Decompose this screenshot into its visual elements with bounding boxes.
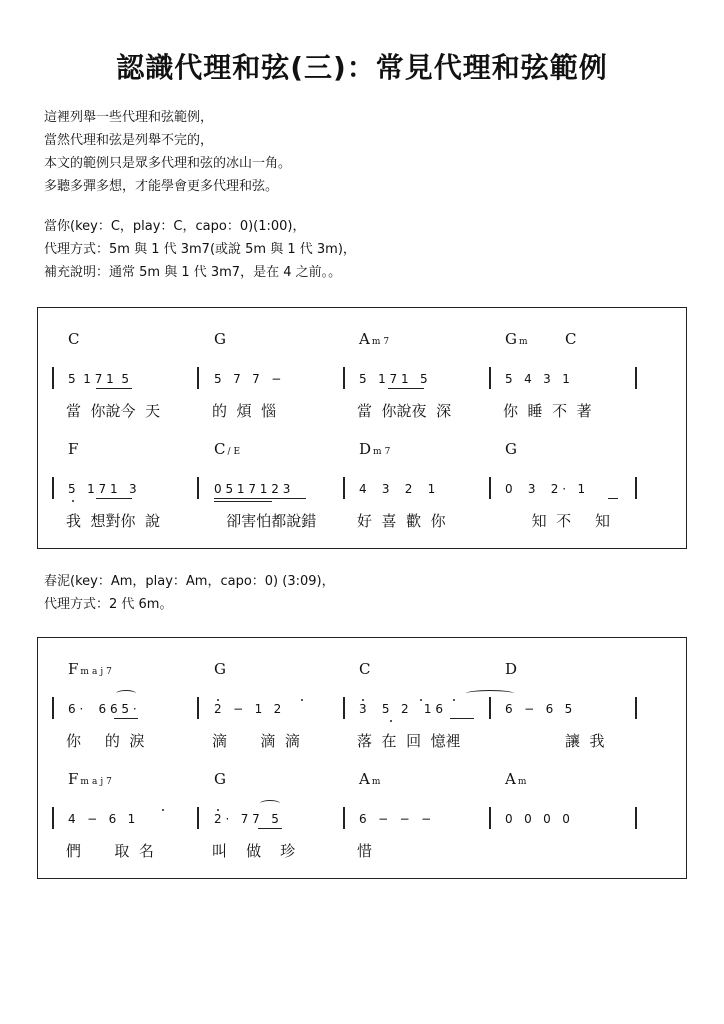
- chord-label: G: [214, 330, 226, 348]
- song1-score-box: [37, 307, 687, 549]
- song2-title-line: 春泥(key：Am，play：Am，capo：0) (3:09)，: [44, 574, 335, 589]
- bar-line: [52, 477, 54, 499]
- bar-line: [635, 477, 637, 499]
- bar-line: [197, 477, 199, 499]
- notation-measure: 4 3 2 1: [359, 482, 436, 496]
- beat-underline: [114, 718, 138, 719]
- chord-label: C: [565, 330, 577, 348]
- octave-dot: [420, 699, 422, 701]
- tie-arc: [116, 690, 136, 697]
- bar-line: [343, 807, 345, 829]
- bar-line: [197, 697, 199, 719]
- beat-underline: [608, 498, 618, 499]
- bar-line: [489, 807, 491, 829]
- notation-measure: 2 · 7 7 5: [214, 812, 279, 826]
- beat-underline: [214, 498, 306, 499]
- notation-measure: 5 1 7 1 3: [68, 482, 137, 496]
- chord-label: Dm7: [359, 440, 394, 458]
- notation-measure: 2 − 1 2: [214, 702, 282, 716]
- lyrics-measure: 好 喜 歡 你: [357, 512, 446, 530]
- lyrics-measure: 叫 做 珍: [212, 842, 296, 860]
- lyrics-measure: 當 你說夜 深: [357, 402, 452, 420]
- intro-paragraph: [44, 106, 291, 198]
- bar-line: [489, 367, 491, 389]
- chord-label: D: [505, 660, 518, 678]
- song2-substitution-line: 代理方式：2 代 6m。: [44, 597, 173, 612]
- lyrics-measure: 們 取 名: [66, 842, 154, 860]
- notation-measure: 0 3 2 · 1: [505, 482, 586, 496]
- beat-underline: [258, 828, 282, 829]
- tie-arc: [466, 690, 514, 697]
- song1-header: [44, 215, 356, 284]
- bar-line: [343, 367, 345, 389]
- notation-measure: 5 7 7 −: [214, 372, 282, 386]
- lyrics-measure: 你 的 淚: [66, 732, 145, 750]
- octave-dot: [217, 809, 219, 811]
- bar-line: [635, 807, 637, 829]
- intro-line: 多聽多彈多想，才能學會更多代理和弦。: [44, 179, 279, 194]
- chord-label: Fmaj7: [68, 660, 115, 678]
- beat-underline: [214, 501, 272, 502]
- bar-line: [489, 697, 491, 719]
- bar-line: [197, 367, 199, 389]
- notation-measure: 6 · 6 6 5 ·: [68, 702, 137, 716]
- notation-measure: 5 1 7 1 5: [68, 372, 130, 386]
- intro-line: 這裡列舉一些代理和弦範例，: [44, 110, 214, 125]
- bar-line: [52, 807, 54, 829]
- song1-note-line: 補充說明：通常 5m 與 1 代 3m7，是在 4 之前。。: [44, 265, 342, 280]
- bar-line: [52, 367, 54, 389]
- octave-dot: [453, 699, 455, 701]
- lyrics-measure: 惜: [357, 842, 373, 860]
- notation-measure: 3 5 2 1 6: [359, 702, 443, 716]
- song1-title-line: 當你(key：C，play：C，capo：0)(1:00)，: [44, 219, 306, 234]
- intro-line: 本文的範例只是眾多代理和弦的冰山一角。: [44, 156, 292, 171]
- chord-label: C: [68, 330, 80, 348]
- beat-underline: [388, 388, 424, 389]
- chord-label: G: [505, 440, 517, 458]
- notation-measure: 5 1 7 1 5: [359, 372, 428, 386]
- chord-label: C: [359, 660, 371, 678]
- tie-arc: [260, 800, 280, 807]
- octave-dot: [72, 500, 74, 502]
- lyrics-measure: 滴 滴 滴: [212, 732, 300, 750]
- song2-score-box: [37, 637, 687, 879]
- lyrics-measure: 讓 我: [503, 732, 605, 750]
- chord-label: Am7: [359, 330, 393, 348]
- chord-label: Fmaj7: [68, 770, 115, 788]
- chord-label: Am: [505, 770, 530, 788]
- octave-dot: [162, 809, 164, 811]
- lyrics-measure: 的 煩 惱: [212, 402, 277, 420]
- beat-underline: [96, 498, 132, 499]
- notation-measure: 4 − 6 1: [68, 812, 136, 826]
- notation-measure: 0 5 1 7 1 2 3: [214, 482, 291, 496]
- intro-line: 當然代理和弦是列舉不完的，: [44, 133, 214, 148]
- beat-underline: [96, 388, 132, 389]
- page-title: 認識代理和弦(三)：常見代理和弦範例: [116, 51, 608, 84]
- song1-substitution-line: 代理方式：5m 與 1 代 3m7(或說 5m 與 1 代 3m)，: [44, 242, 356, 257]
- bar-line: [52, 697, 54, 719]
- bar-line: [635, 367, 637, 389]
- lyrics-measure: 我 想對你 說: [66, 512, 161, 530]
- bar-line: [489, 477, 491, 499]
- notation-measure: 6 − 6 5: [505, 702, 573, 716]
- chord-label: Gm: [505, 330, 531, 348]
- notation-measure: 5 4 3 1: [505, 372, 570, 386]
- lyrics-measure: 知 不 知: [503, 512, 610, 530]
- chord-label: G: [214, 770, 226, 788]
- chord-label: F: [68, 440, 79, 458]
- lyrics-measure: 你 睡 不 著: [503, 402, 592, 420]
- bar-line: [197, 807, 199, 829]
- bar-line: [343, 477, 345, 499]
- chord-label: Am: [359, 770, 384, 788]
- notation-measure: 0 0 0 0: [505, 812, 570, 826]
- chord-label: G: [214, 660, 226, 678]
- lyrics-measure: 卻害怕都說錯: [212, 512, 317, 530]
- song2-header: [44, 570, 335, 616]
- bar-line: [635, 697, 637, 719]
- octave-dot: [362, 699, 364, 701]
- bar-line: [343, 697, 345, 719]
- octave-dot: [390, 720, 392, 722]
- lyrics-measure: 當 你說今 天: [66, 402, 161, 420]
- chord-label: C /E: [214, 440, 244, 458]
- notation-measure: 6 − − −: [359, 812, 432, 826]
- octave-dot: [301, 699, 303, 701]
- beat-underline: [450, 718, 474, 719]
- octave-dot: [217, 699, 219, 701]
- lyrics-measure: 落 在 回 憶裡: [357, 732, 461, 750]
